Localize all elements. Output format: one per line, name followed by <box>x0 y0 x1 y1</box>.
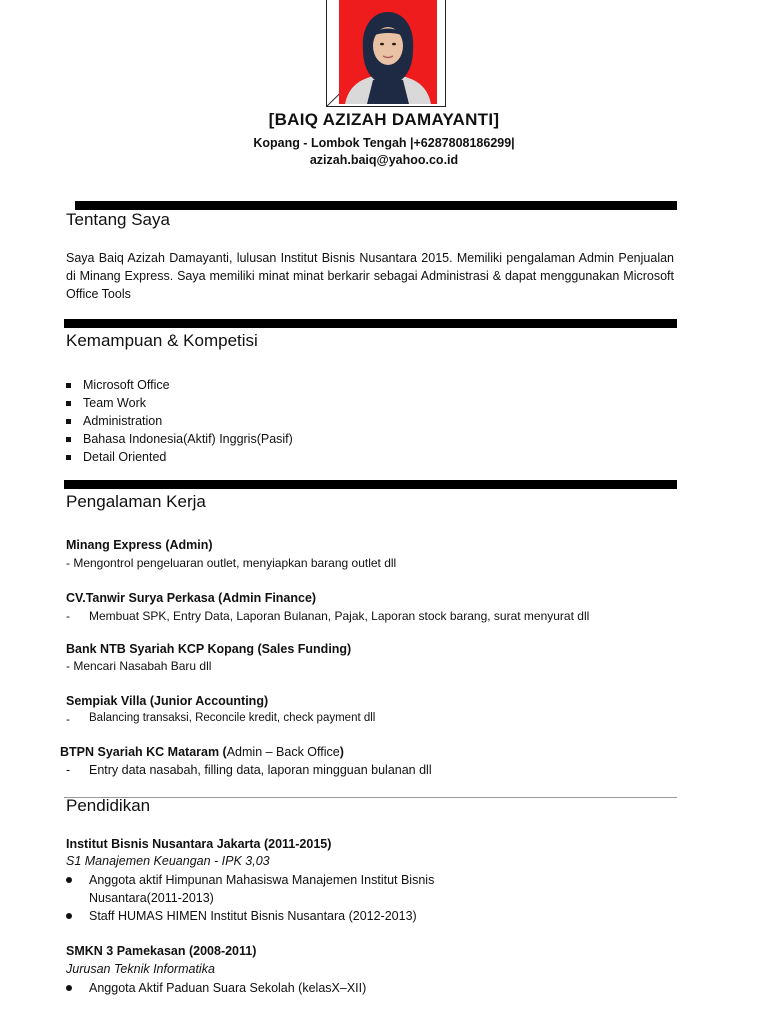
job-desc: - Mencari Nasabah Baru dll <box>66 659 212 673</box>
job-desc: Balancing transaksi, Reconcile kredit, check payment dll <box>89 712 376 724</box>
job-desc: Entry data nasabah, filling data, laporan mingguan bulanan dll <box>89 763 432 777</box>
job-desc: - Mengontrol pengeluaran outlet, menyiapkan barang outlet dll <box>66 556 397 570</box>
school-degree: S1 Manajemen Keuangan - IPK 3,03 <box>66 854 270 868</box>
section-title-skills: Kemampuan & Kompetisi <box>66 331 258 350</box>
section-divider <box>64 480 677 489</box>
candidate-name: [BAIQ AZIZAH DAMAYANTI] <box>268 110 500 129</box>
school-title: Institut Bisnis Nusantara Jakarta (2011-2015) <box>66 837 332 851</box>
section-divider <box>64 319 677 328</box>
job-desc: Membuat SPK, Entry Data, Laporan Bulanan, Pajak, Laporan stock barang, surat menyurat dll <box>89 609 590 623</box>
square-bullet-icon <box>66 437 71 442</box>
square-bullet-icon <box>66 455 71 460</box>
round-bullet-icon <box>66 877 72 883</box>
job-dash: - <box>66 609 70 623</box>
about-text: Saya Baiq Azizah Damayanti, lulusan Institut Bisnis Nusantara 2015. Memiliki pengalaman Admin Penjualan di Minang Express. Saya memiliki minat minat berkarir sebagai Administrasi & dapat menggunakan Microsoft Office Tools <box>66 251 674 301</box>
skills-list <box>66 376 293 466</box>
email: azizah.baiq@yahoo.co.id <box>309 153 459 167</box>
job-dash: - <box>66 712 70 726</box>
section-title-education: Pendidikan <box>66 796 151 815</box>
list-item: Anggota Aktif Paduan Suara Sekolah (kelasX–XII) <box>66 979 366 997</box>
job-title: CV.Tanwir Surya Perkasa (Admin Finance) <box>66 591 317 605</box>
list-item: Staff HUMAS HIMEN Institut Bisnis Nusantara (2012-2013) <box>66 907 466 925</box>
school-activities <box>66 979 366 997</box>
square-bullet-icon <box>66 383 71 388</box>
section-title-about: Tentang Saya <box>66 210 170 229</box>
round-bullet-icon <box>66 985 72 991</box>
profile-photo <box>339 0 437 104</box>
school-title: SMKN 3 Pamekasan (2008-2011) <box>66 944 257 958</box>
address-phone: Kopang - Lombok Tengah |+6287808186299| <box>253 136 515 150</box>
school-activities <box>66 871 466 925</box>
job-title: Sempiak Villa (Junior Accounting) <box>66 694 269 708</box>
list-item: Bahasa Indonesia(Aktif) Inggris(Pasif) <box>66 430 293 448</box>
section-divider <box>75 201 677 210</box>
job-title: BTPN Syariah KC Mataram (Admin – Back Office) <box>60 745 344 759</box>
section-divider <box>64 797 677 798</box>
person-portrait-icon <box>339 0 437 104</box>
job-title: Minang Express (Admin) <box>66 538 213 552</box>
list-item: Microsoft Office <box>66 376 293 394</box>
list-item: Team Work <box>66 394 293 412</box>
square-bullet-icon <box>66 419 71 424</box>
list-item: Detail Oriented <box>66 448 293 466</box>
job-title: Bank NTB Syariah KCP Kopang (Sales Funding) <box>66 642 352 656</box>
square-bullet-icon <box>66 401 71 406</box>
list-item: Anggota aktif Himpunan Mahasiswa Manajemen Institut Bisnis Nusantara(2011-2013) <box>66 871 466 907</box>
list-item: Administration <box>66 412 293 430</box>
job-dash: - <box>66 763 71 777</box>
school-major: Jurusan Teknik Informatika <box>66 962 215 976</box>
section-title-experience: Pengalaman Kerja <box>66 492 206 511</box>
round-bullet-icon <box>66 913 72 919</box>
